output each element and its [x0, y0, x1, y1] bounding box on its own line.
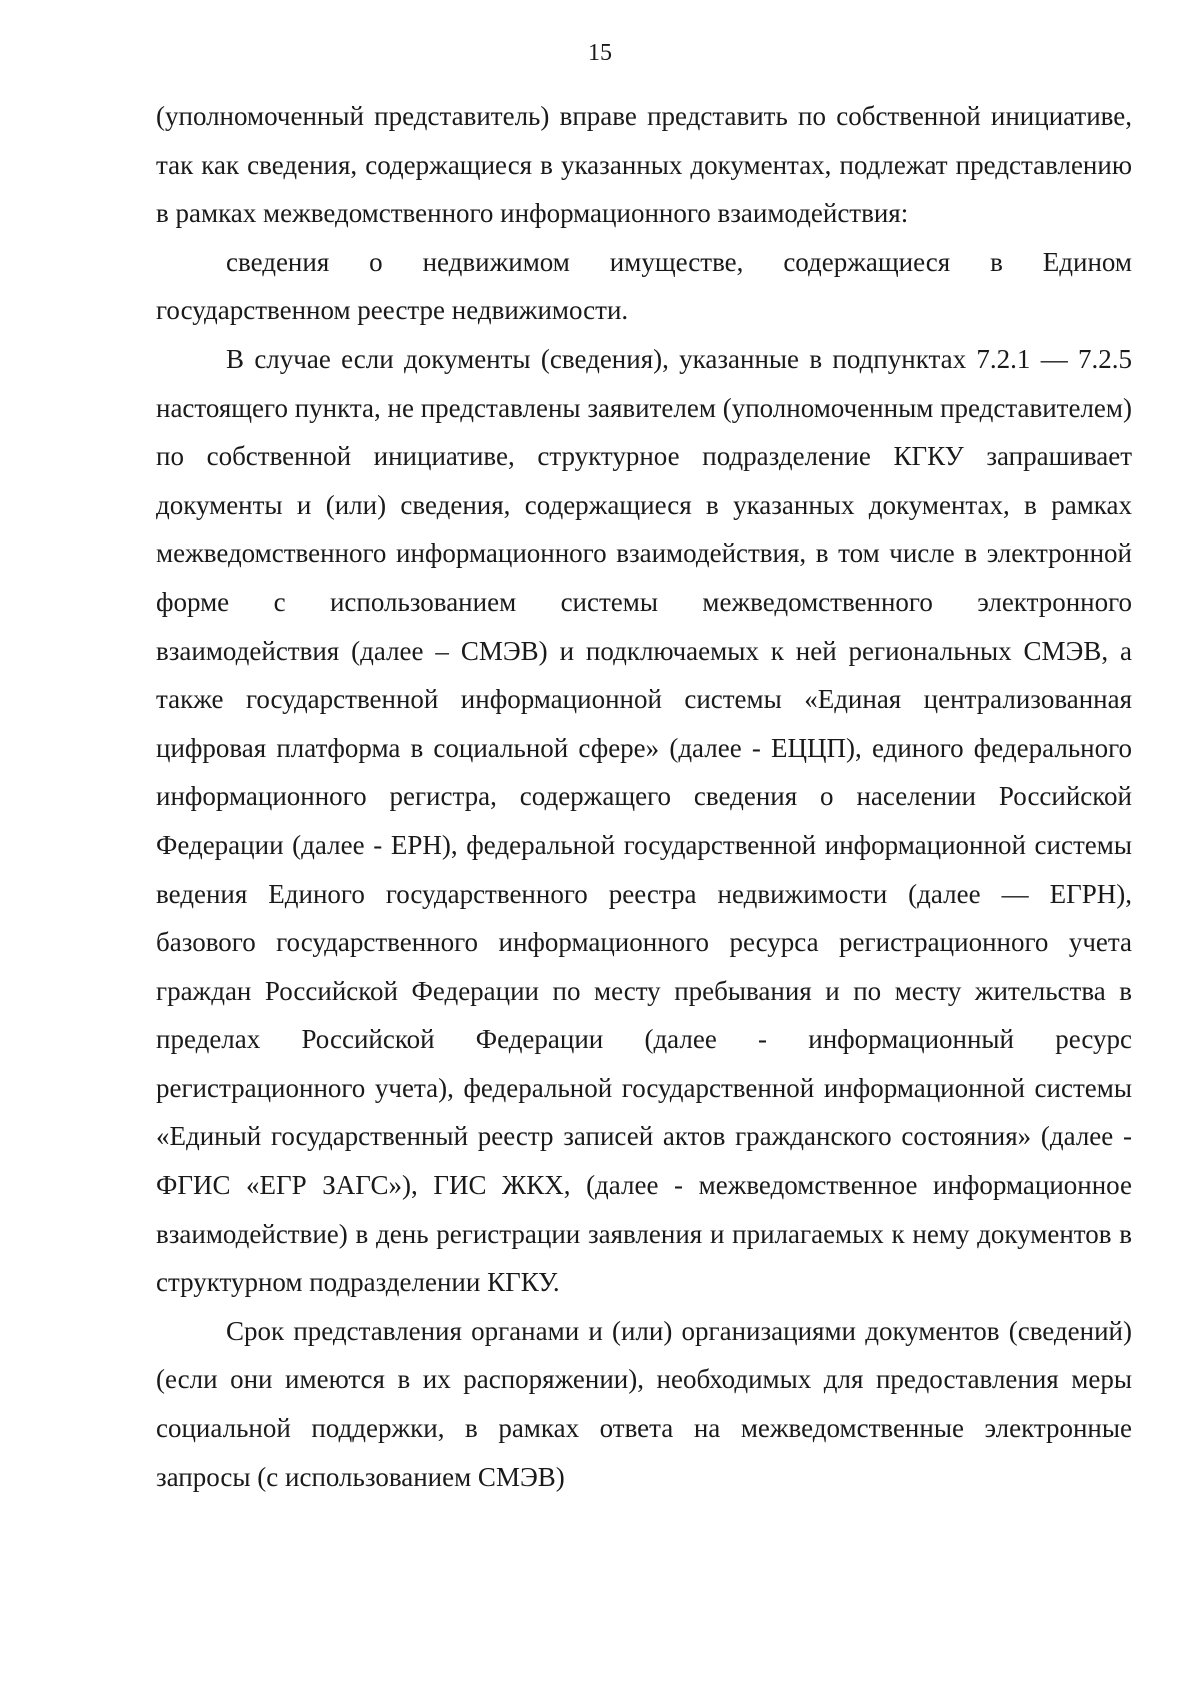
page-number: 15	[588, 40, 612, 66]
document-body	[156, 92, 1132, 1501]
paragraph-1: (уполномоченный представитель) вправе представить по собственной инициативе, так как сведения, содержащиеся в указанных документах, подлежат представлению в рамках межведомственного информационного взаимодействия:	[156, 101, 1132, 229]
paragraph-3: В случае если документы (сведения), указанные в подпунктах 7.2.1 — 7.2.5 настоящего пункта, не представлены заявителем (уполномоченным представителем) по собственной инициативе, структурное подразделение КГКУ запрашивает документы и (или) сведения, содержащиеся в указанных документах, в рамках межведомственного информационного взаимодействия, в том числе в электронной форме с использованием системы межведомственного электронного взаимодействия (далее – СМЭВ) и подключаемых к ней региональных СМЭВ, а также государственной информационной системы «Единая централизованная цифровая платформа в социальной сфере» (далее - ЕЦЦП), единого федерального информационного регистра, содержащего сведения о населении Российской Федерации (далее - ЕРН), федеральной государственной информационной системы ведения Единого государственного реестра недвижимости (далее — ЕГРН), базового государственного информационного ресурса регистрационного учета граждан Российской Федерации по месту пребывания и по месту жительства в пределах Российской Федерации (далее - информационный ресурс регистрационного учета), федеральной государственной информационной системы «Единый государственный реестр записей актов гражданского состояния» (далее - ФГИС «ЕГР ЗАГС»), ГИС ЖКХ, (далее - межведомственное информационное взаимодействие) в день регистрации заявления и прилагаемых к нему документов в структурном подразделении КГКУ.	[156, 343, 1132, 1298]
paragraph-2: сведения о недвижимом имуществе, содержащиеся в Едином государственном реестре недвижимости.	[156, 246, 1132, 326]
paragraph-4: Срок представления органами и (или) организациями документов (сведений) (если они имеются в их распоряжении), необходимых для предоставления меры социальной поддержки, в рамках ответа на межведомственные электронные запросы (с использованием СМЭВ)	[156, 1315, 1132, 1492]
